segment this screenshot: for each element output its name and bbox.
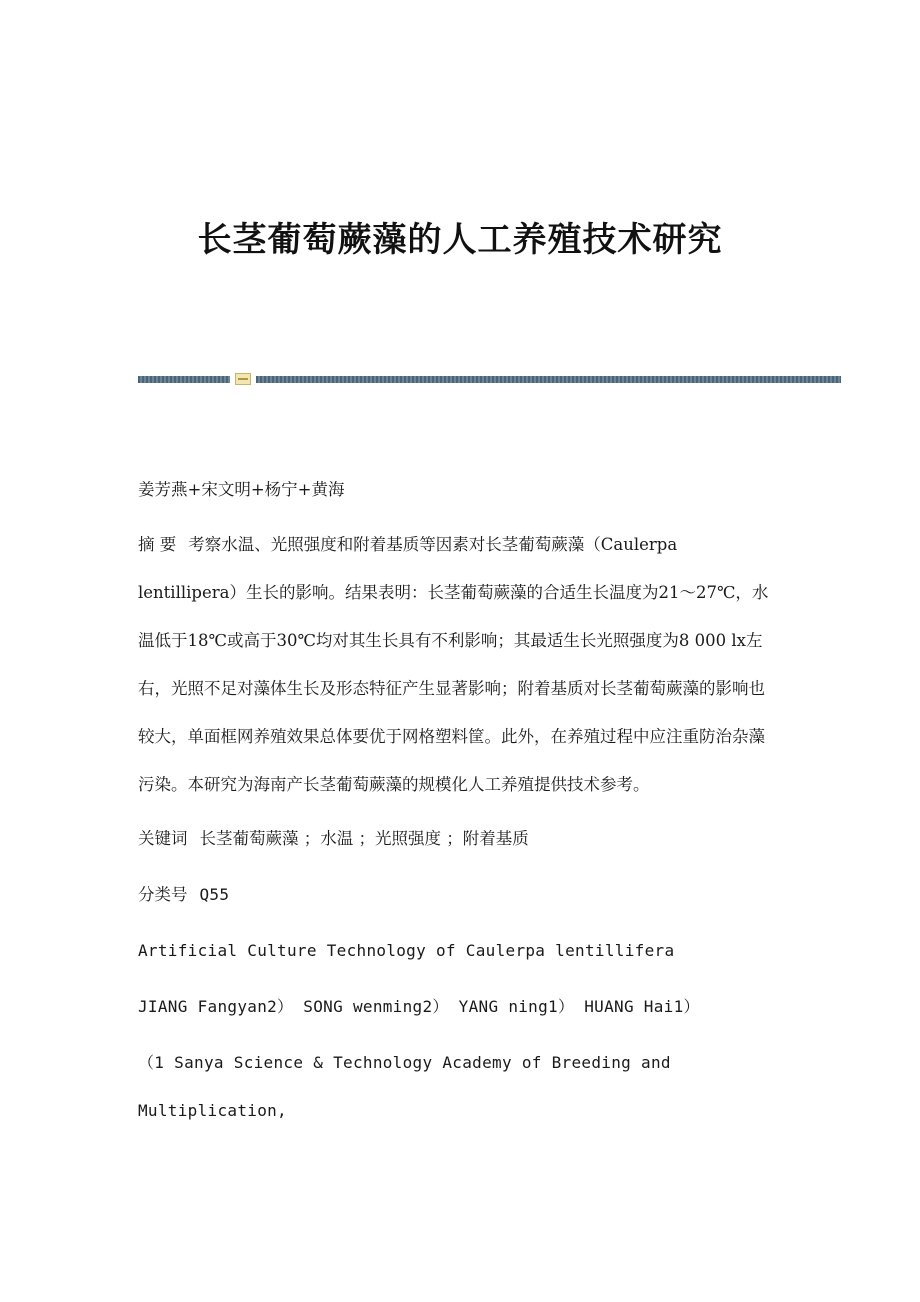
divider-bar-left <box>138 376 230 383</box>
class-label: 分类号 <box>138 885 188 904</box>
title-divider <box>138 373 841 385</box>
divider-bar-right <box>256 376 841 383</box>
classification-number <box>138 871 778 919</box>
keywords-label: 关键词 <box>138 829 188 848</box>
keywords <box>138 815 778 863</box>
author-list: 姜芳燕+宋文明+杨宁+黄海 <box>138 480 345 499</box>
english-authors: JIANG Fangyan2） SONG wenming2） YANG ning1） HUANG Hai1） <box>138 997 700 1016</box>
divider-ornament-icon <box>235 373 251 385</box>
abstract-label: 摘 要 <box>138 535 177 554</box>
english-title: Artificial Culture Technology of Caulerpa lentillifera <box>138 941 675 960</box>
abstract-text: 考察水温、光照强度和附着基质等因素对长茎葡萄蕨藻（Caulerpa lentillipera）生长的影响。结果表明：长茎葡萄蕨藻的合适生长温度为21～27℃，水温低于18℃或高于30℃均对其生长具有不利影响；其最适生长光照强度为8 000 lx左右，光照不足对藻体生长及形态特征产生显著影响；附着基质对长茎葡萄蕨藻的影响也较大，单面框网养殖效果总体要优于网格塑料筐。此外，在养殖过程中应注重防治杂藻污染。本研究为海南产长茎葡萄蕨藻的规模化人工养殖提供技术参考。 <box>138 535 769 794</box>
class-value: Q55 <box>199 885 230 904</box>
abstract <box>138 521 778 809</box>
affiliation: （1 Sanya Science & Technology Academy of Breeding and Multiplication, <box>138 1053 681 1120</box>
paper-body <box>138 466 778 1135</box>
paper-title: 长茎葡萄蕨藻的人工养殖技术研究 <box>197 220 723 260</box>
keywords-text: 长茎葡萄蕨藻 ；水温 ；光照强度 ；附着基质 <box>199 829 529 848</box>
